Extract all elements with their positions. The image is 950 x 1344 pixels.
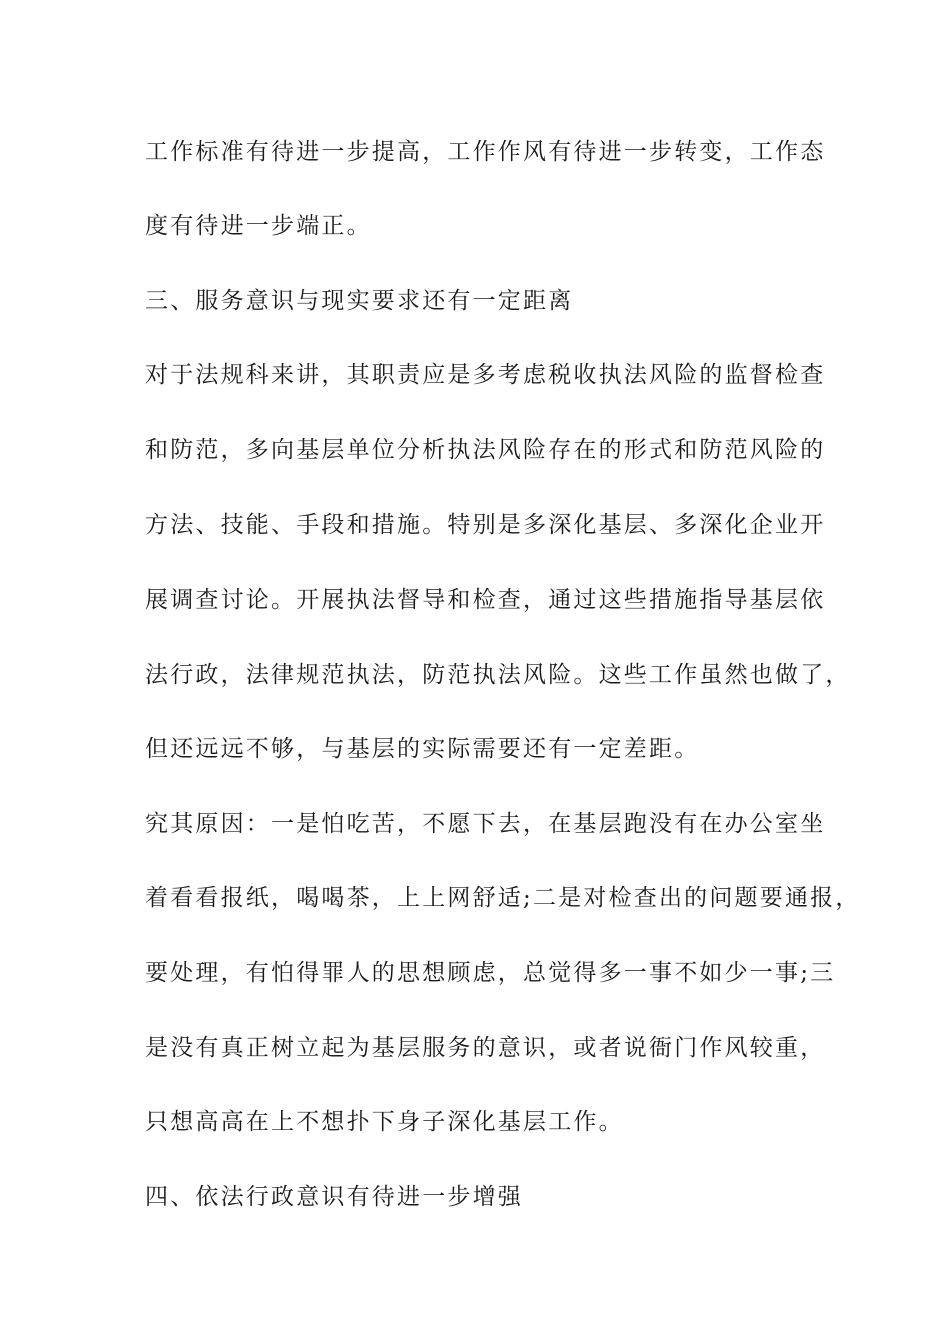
text-line: 只想高高在上不想扑下身子深化基层工作。 <box>145 1109 624 1135</box>
text-line: 法行政，法律规范执法，防范执法风险。这些工作虽然也做了， <box>145 662 851 688</box>
text-line: 要处理，有怕得罪人的思想顾虑，总觉得多一事不如少一事;三 <box>145 960 836 986</box>
text-line: 对于法规科来讲，其职责应是多考虑税收执法风险的监督检查 <box>145 362 826 388</box>
text-line: 和防范，多向基层单位分析执法风险存在的形式和防范风险的 <box>145 437 826 463</box>
text-line: 展调查讨论。开展执法督导和检查，通过这些措施指导基层依 <box>145 587 826 613</box>
text-line: 度有待进一步端正。 <box>145 213 372 239</box>
text-line: 工作标准有待进一步提高，工作作风有待进一步转变，工作态 <box>145 139 826 165</box>
text-line: 方法、技能、手段和措施。特别是多深化基层、多深化企业开 <box>145 512 826 538</box>
section-heading: 三、服务意识与现实要求还有一定距离 <box>145 288 574 314</box>
text-line: 是没有真正树立起为基层服务的意识，或者说衙门作风较重， <box>145 1035 826 1061</box>
section-heading: 四、依法行政意识有待进一步增强 <box>145 1184 523 1210</box>
text-line: 着看看报纸，喝喝茶，上上网舒适;二是对检查出的问题要通报， <box>145 885 861 911</box>
text-line: 究其原因：一是怕吃苦，不愿下去，在基层跑没有在办公室坐 <box>145 811 826 837</box>
text-line: 但还远远不够，与基层的实际需要还有一定差距。 <box>145 736 700 762</box>
